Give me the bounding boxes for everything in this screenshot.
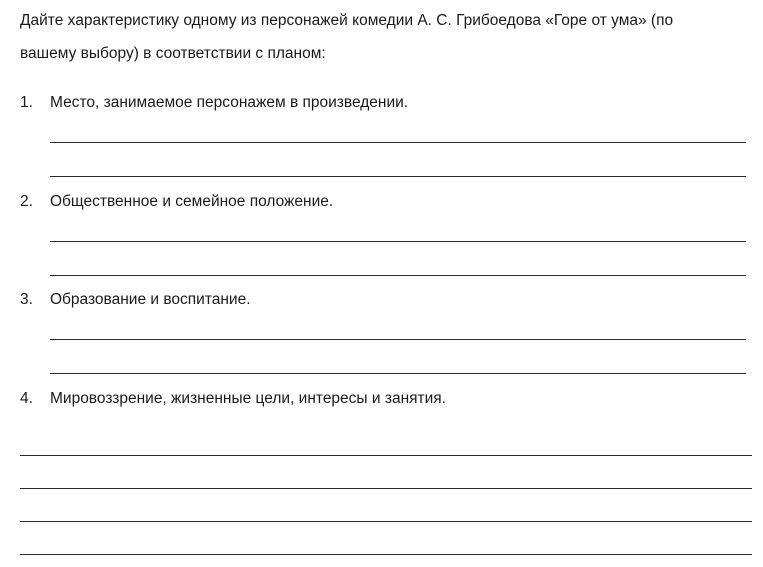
- plan-item-4-number: 4.: [20, 390, 33, 407]
- answer-line[interactable]: [50, 176, 746, 177]
- answer-line[interactable]: [50, 373, 746, 374]
- plan-item-2-number: 2.: [20, 193, 33, 210]
- plan-item-4-text: Мировоззрение, жизненные цели, интересы и занятия.: [50, 390, 446, 407]
- plan-item-1-text: Место, занимаемое персонажем в произведении.: [50, 94, 409, 111]
- answer-line[interactable]: [50, 275, 746, 276]
- task-intro-line-1: Дайте характеристику одному из персонажей комедии А. С. Грибоедова «Горе от ума» (по: [20, 12, 674, 29]
- answer-line[interactable]: [50, 142, 746, 143]
- answer-line[interactable]: [20, 521, 752, 522]
- answer-line[interactable]: [20, 554, 752, 555]
- plan-item-3-number: 3.: [20, 291, 33, 308]
- answer-line[interactable]: [20, 488, 752, 489]
- plan-item-1-number: 1.: [20, 94, 33, 111]
- plan-item-3-text: Образование и воспитание.: [50, 291, 251, 308]
- answer-line[interactable]: [20, 455, 752, 456]
- answer-line[interactable]: [50, 339, 746, 340]
- answer-line[interactable]: [50, 241, 746, 242]
- plan-item-2-text: Общественное и семейное положение.: [50, 193, 334, 210]
- task-intro-line-2: вашему выбору) в соответствии с планом:: [20, 45, 326, 62]
